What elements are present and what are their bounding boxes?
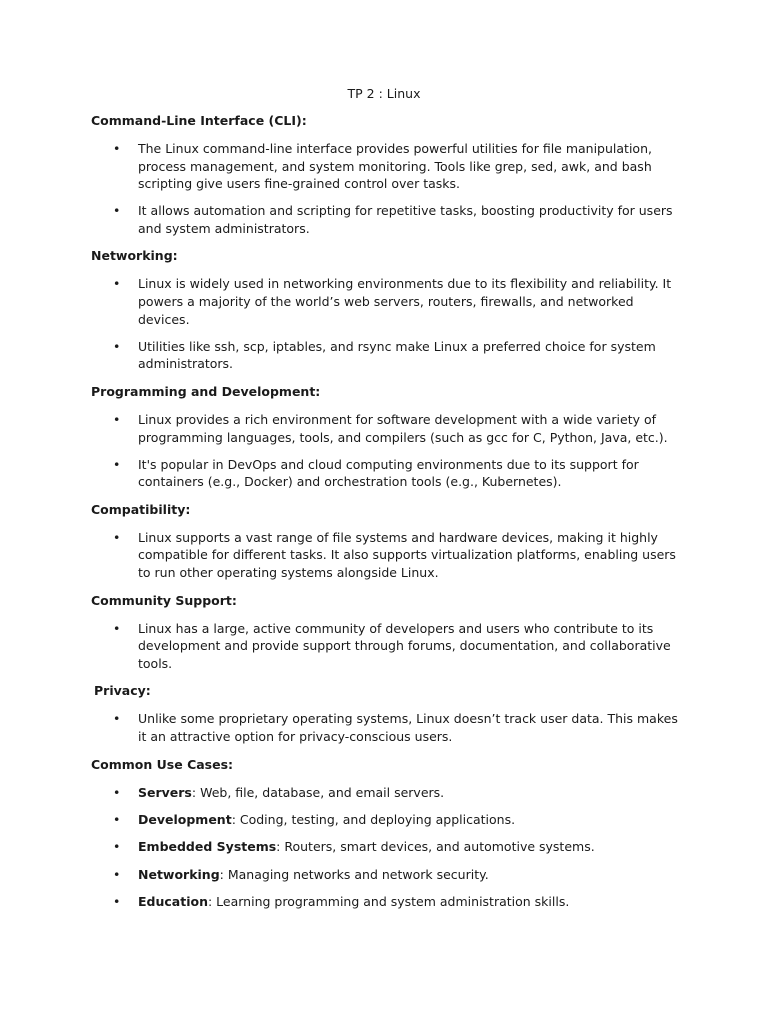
use-case-item [91,866,681,884]
section-heading-programming: Programming and Development: [91,383,321,399]
use-case-desc: : Routers, smart devices, and automotive systems. [276,839,595,855]
list-item: • The Linux command-line interface provides powerful utilities for file manipulation, process management, and system monitoring. Tools like grep, sed, awk, and bash scripting give users fine-grained control over tasks. [91,140,681,193]
use-case-term: Servers [138,784,192,800]
use-case-desc: : Coding, testing, and deploying applications. [231,811,516,827]
use-case-desc: : Web, file, database, and email servers. [191,784,445,800]
use-case-item [91,893,681,911]
bullet-list-use-cases [91,784,681,911]
use-case-desc: : Learning programming and system administration skills. [207,894,570,910]
use-case-item [91,784,681,802]
list-item: • Unlike some proprietary operating systems, Linux doesn’t track user data. This makes it an attractive option for privacy-conscious users. [91,710,681,745]
list-item: • It allows automation and scripting for repetitive tasks, boosting productivity for users and system administrators. [91,202,681,237]
bullet-list-programming [91,411,681,491]
bullet-list-networking [91,275,681,372]
use-case-item [91,838,681,856]
list-item: • Linux has a large, active community of developers and users who contribute to its development and provide support through forums, documentation, and collaborative tools. [91,620,681,673]
document-title: TP 2 : Linux [347,86,421,101]
bullet-list-compatibility [91,529,681,582]
section-heading-networking: Networking: [91,248,178,264]
list-item: • Utilities like ssh, scp, iptables, and rsync make Linux a preferred choice for system administrators. [91,338,681,373]
use-case-term: Education [138,894,208,910]
use-case-term: Networking [138,866,220,882]
bullet-list-cli [91,140,681,237]
section-heading-compatibility: Compatibility: [91,501,191,517]
section-heading-cli: Command-Line Interface (CLI): [91,113,307,128]
bullet-list-privacy [91,710,681,745]
list-item: • Linux provides a rich environment for software development with a wide variety of programming languages, tools, and compilers (such as gcc for C, Python, Java, etc.). [91,411,681,446]
list-item: • Linux supports a vast range of file systems and hardware devices, making it highly compatible for different tasks. It also supports virtualization platforms, enabling users to run other operating systems alongside Linux. [91,529,681,582]
section-heading-use-cases: Common Use Cases: [91,756,234,772]
bullet-list-community [91,620,681,673]
section-heading-privacy: Privacy: [94,683,151,699]
use-case-term: Development [138,811,232,827]
list-item: • It's popular in DevOps and cloud computing environments due to its support for containers (e.g., Docker) and orchestration tools (e.g., Kubernetes). [91,456,681,491]
use-case-desc: : Managing networks and network security. [219,866,489,882]
section-heading-community: Community Support: [91,592,237,608]
document-body [91,113,681,921]
use-case-item [91,811,681,829]
use-case-term: Embedded Systems [138,839,277,855]
list-item: • Linux is widely used in networking environments due to its flexibility and reliability. It powers a majority of the world’s web servers, routers, firewalls, and networked devices. [91,275,681,328]
